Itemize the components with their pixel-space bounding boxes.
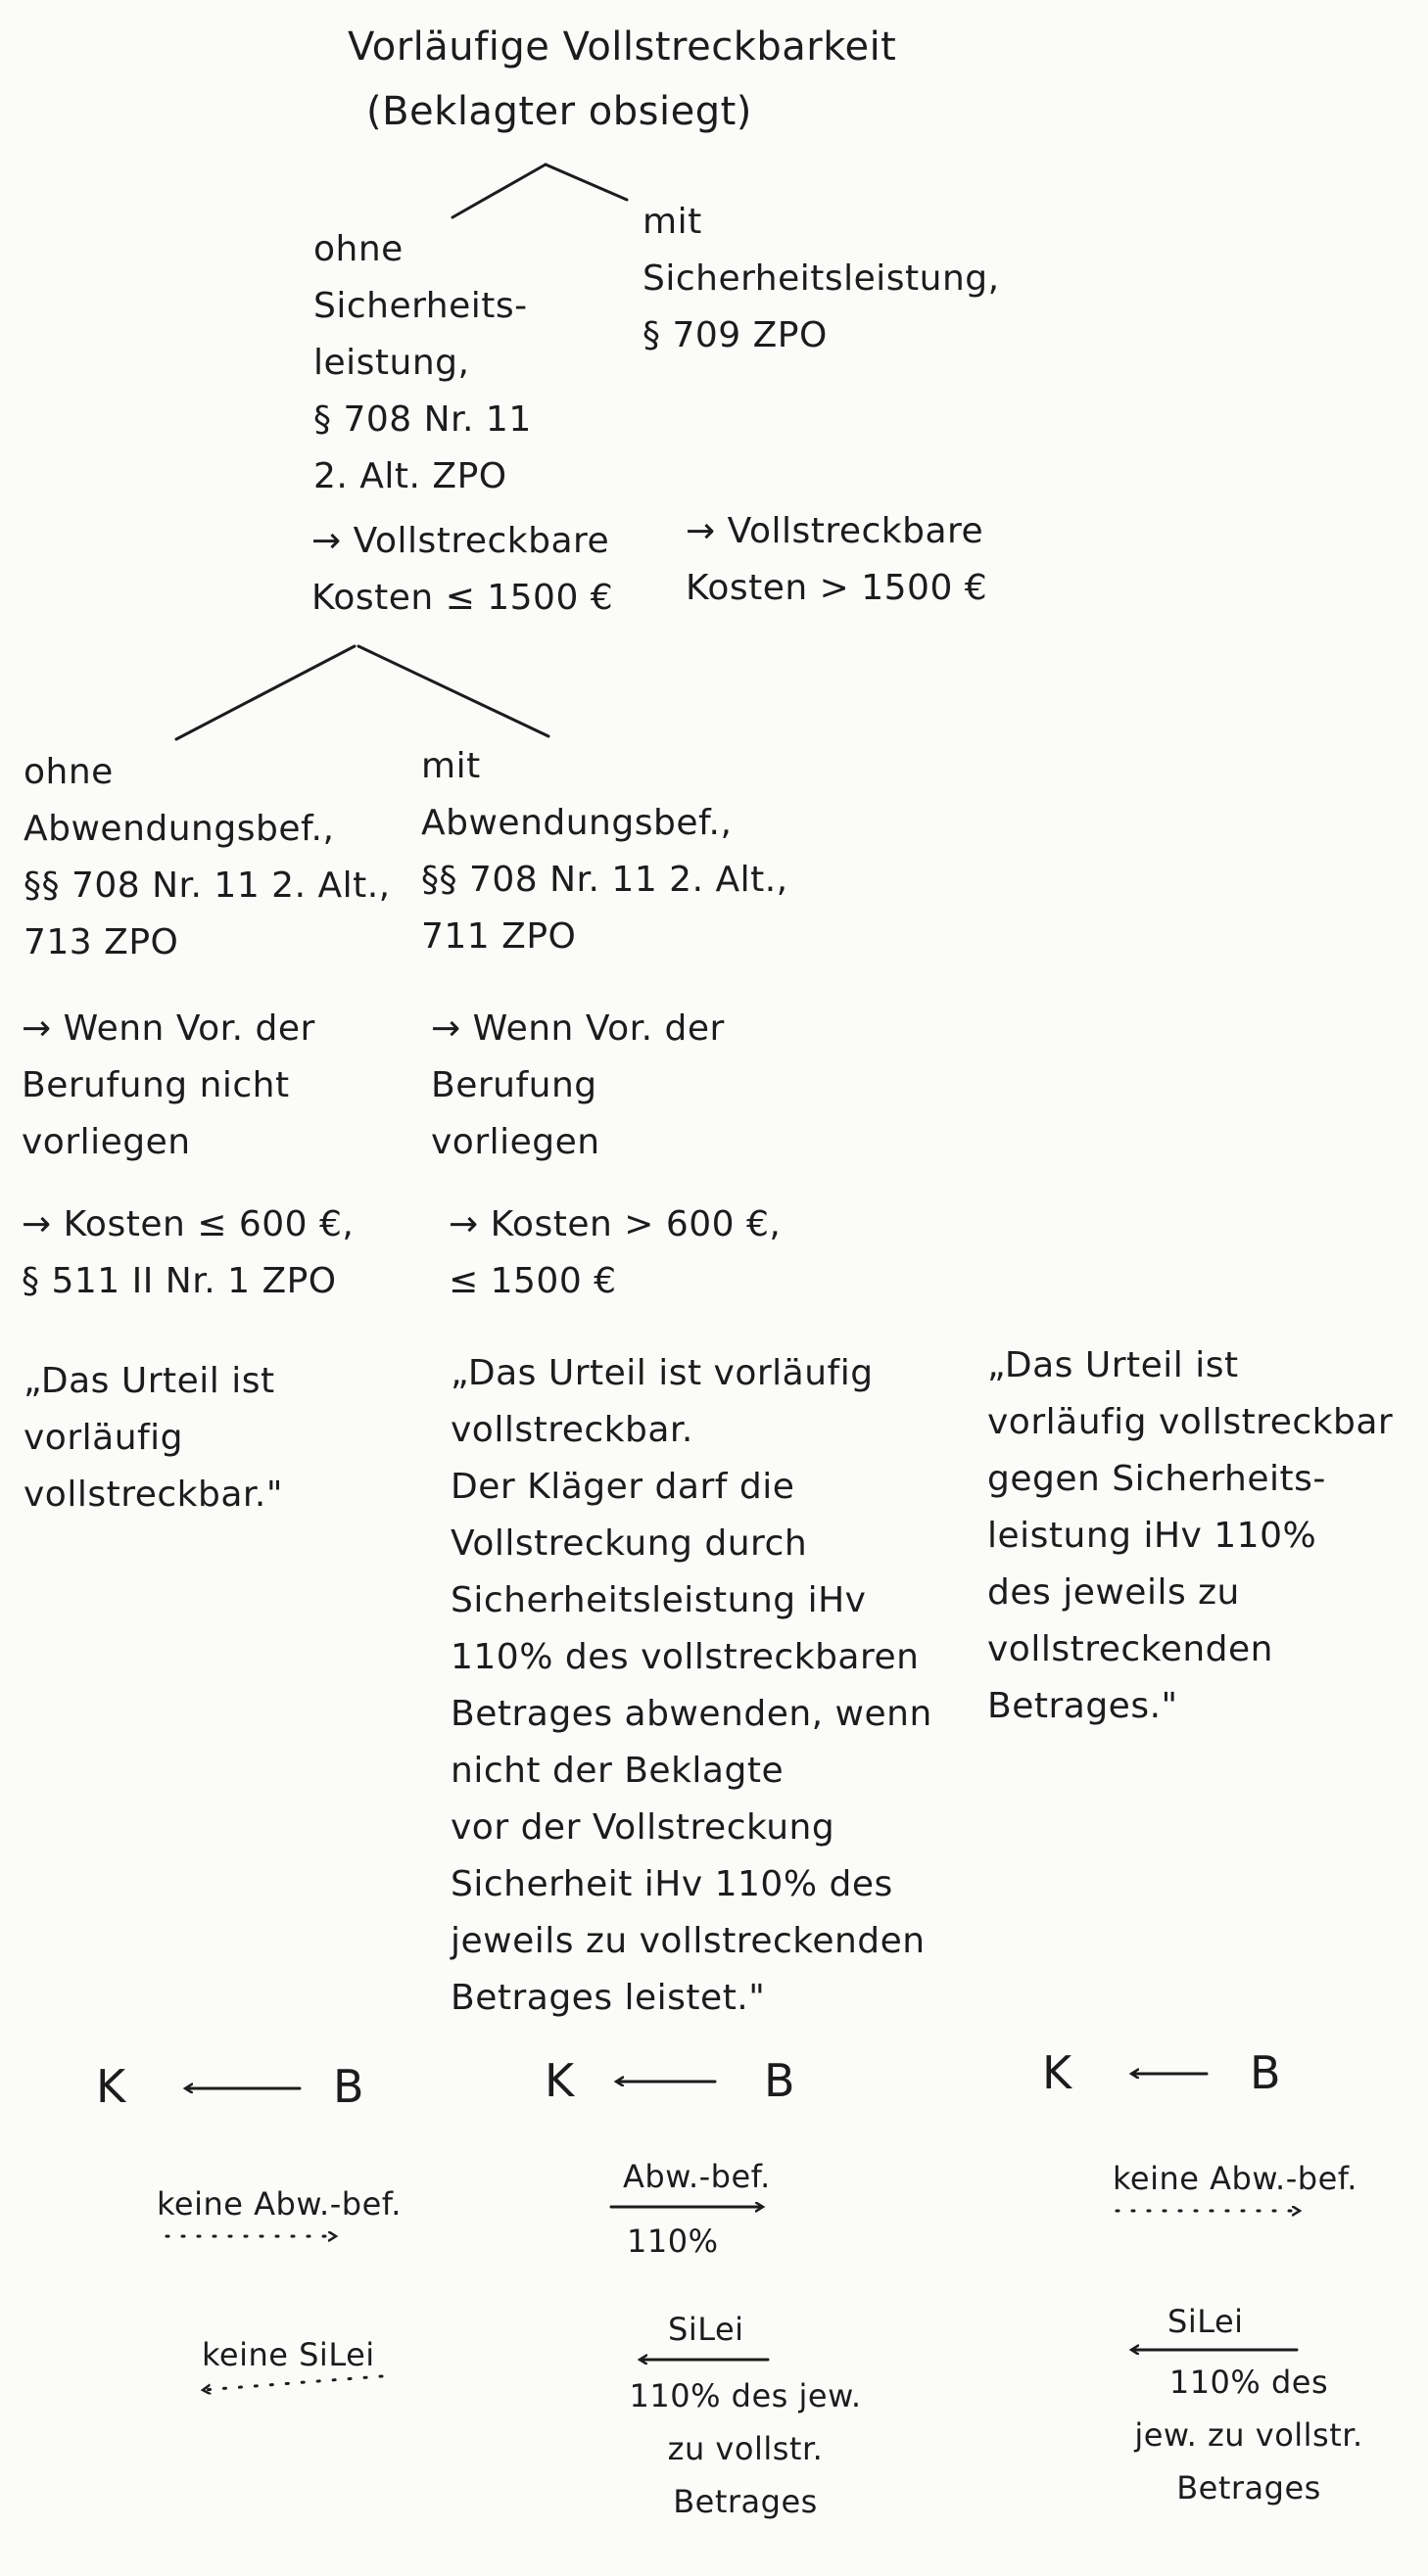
col2-sicherheitsleistung: SiLei xyxy=(668,2311,744,2348)
branch-mit-abwendungsbefugnis: mit Abwendungsbef., §§ 708 Nr. 11 2. Alt., 711 ZPO xyxy=(421,746,788,957)
branch-line-mid-left xyxy=(176,646,355,739)
branch-ohne-sicherheitsleistung: ohne Sicherheits- leistung, § 708 Nr. 11 2. Alt. ZPO xyxy=(313,229,532,496)
party-b-col3: B xyxy=(1250,2046,1282,2099)
condition-berufung-vorliegen: → Wenn Vor. der Berufung vorliegen xyxy=(431,1008,725,1162)
col2-sicherheitsleistung-value: 110% des jew. zu vollstr. Betrages xyxy=(629,2377,862,2520)
col2-abwendungsbefugnis: Abw.-bef. xyxy=(623,2158,771,2195)
tenor-col-1: „Das Urteil ist vorläufig vollstreckbar." xyxy=(24,1361,283,1515)
col3-sicherheitsleistung: SiLei xyxy=(1167,2303,1244,2340)
tenor-col-3: „Das Urteil ist vorläufig vollstreckbar gegen Sicherheits- leistung iHv 110% des jeweils zu vollstreckenden Betrages." xyxy=(987,1345,1394,1726)
costs-bis-600: → Kosten ≤ 600 €, § 511 II Nr. 1 ZPO xyxy=(22,1204,355,1301)
title-line-2: (Beklagter obsiegt) xyxy=(366,89,752,134)
title-line-1: Vorläufige Vollstreckbarkeit xyxy=(348,24,897,70)
branch-line-top-right xyxy=(546,164,627,200)
col1-keine-sicherheitsleistung: keine SiLei xyxy=(202,2336,375,2373)
col3-sicherheitsleistung-value: 110% des jew. zu vollstr. Betrages xyxy=(1134,2364,1363,2506)
col3-keine-abwendungsbefugnis: keine Abw.-bef. xyxy=(1113,2160,1357,2197)
party-k-col1: K xyxy=(96,2060,126,2113)
party-b-col1: B xyxy=(333,2060,365,2113)
branch-line-top-left xyxy=(452,164,546,217)
condition-kosten-ueber-1500: → Vollstreckbare Kosten > 1500 € xyxy=(686,511,988,608)
col2-abwendungsbefugnis-value: 110% xyxy=(627,2223,719,2260)
costs-600-bis-1500: → Kosten > 600 €, ≤ 1500 € xyxy=(449,1204,782,1301)
party-k-col3: K xyxy=(1042,2046,1072,2099)
branch-mit-sicherheitsleistung: mit Sicherheitsleistung, § 709 ZPO xyxy=(643,202,1000,355)
col1-keine-abwendungsbefugnis: keine Abw.-bef. xyxy=(157,2185,402,2223)
condition-kosten-bis-1500: → Vollstreckbare Kosten ≤ 1500 € xyxy=(311,521,614,618)
party-b-col2: B xyxy=(764,2054,796,2107)
tenor-col-2: „Das Urteil ist vorläufig vollstreckbar. Der Kläger darf die Vollstreckung durch Sicherheitsleistung iHv 110% des vollstreckbaren Betrages abwenden, wenn nicht der Beklagte vor der Vollstreckung Sicherheit iHv 110% des jeweils zu vollstreckenden Betrages leistet." xyxy=(451,1353,932,2018)
condition-berufung-nicht-vorliegen: → Wenn Vor. der Berufung nicht vorliegen xyxy=(22,1008,315,1162)
party-k-col2: K xyxy=(545,2054,575,2107)
branch-ohne-abwendungsbefugnis: ohne Abwendungsbef., §§ 708 Nr. 11 2. Alt., 713 ZPO xyxy=(24,752,391,962)
branch-line-mid-right xyxy=(358,646,548,736)
